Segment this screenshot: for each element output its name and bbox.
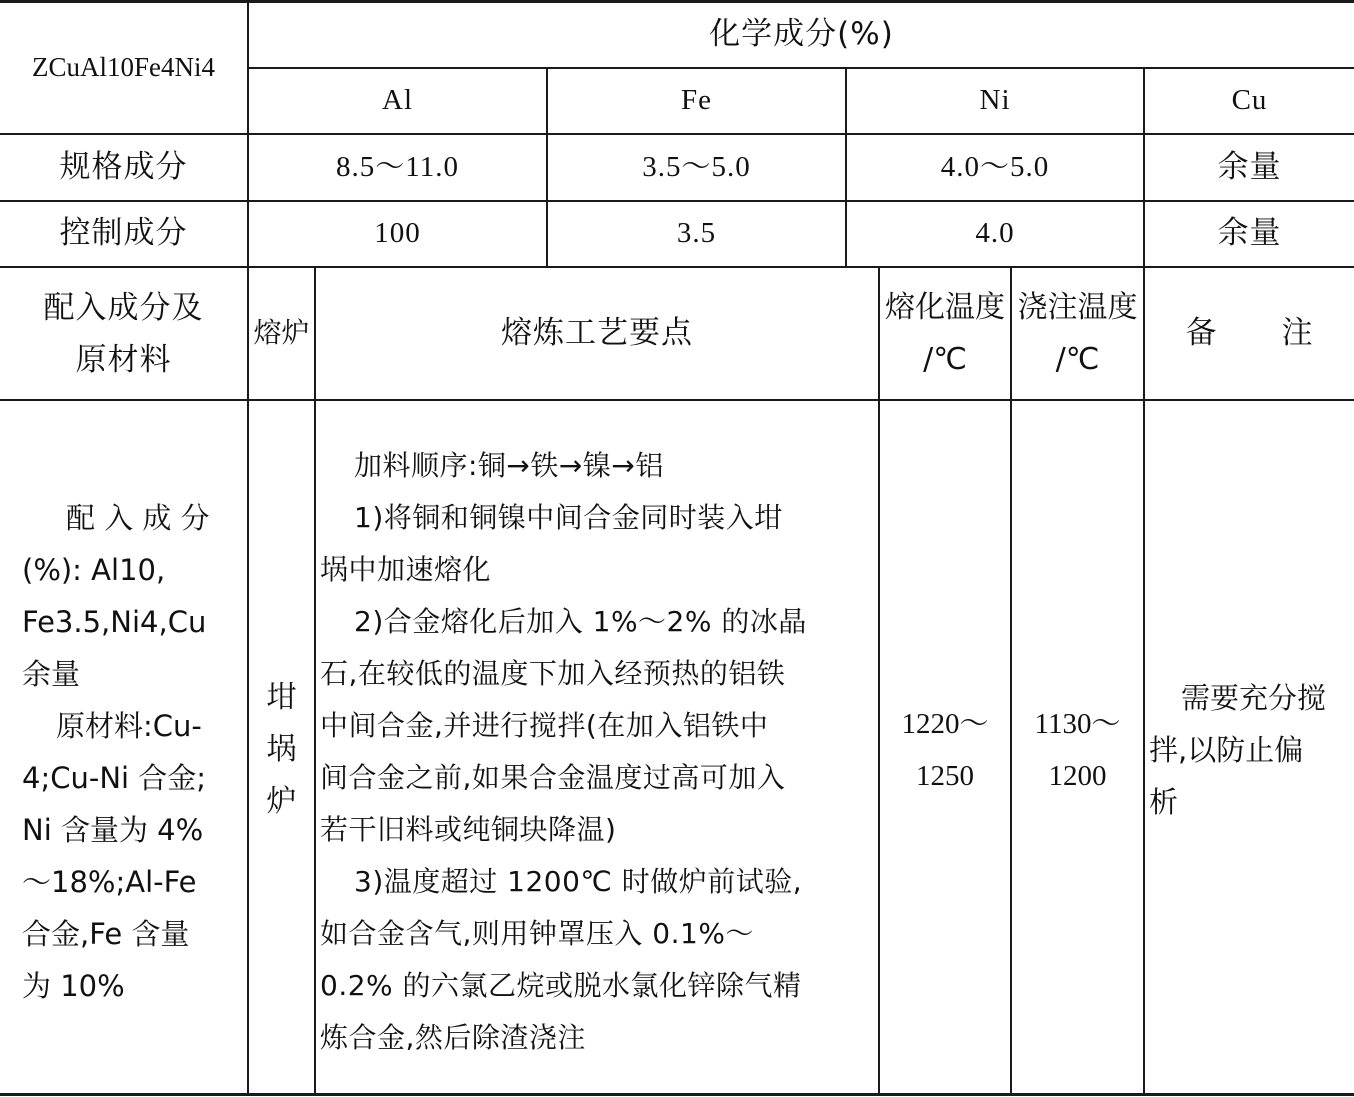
spec-fe-value: 3.5～5.0 [642, 150, 751, 183]
points-line: 2)合金熔化后加入 1%～2% 的冰晶 [354, 605, 807, 638]
furnace-char: 炉 [266, 784, 297, 819]
melt-temp-value [880, 698, 1010, 802]
spec-al-value: 8.5～11.0 [336, 150, 459, 183]
points-line: 若干旧料或纯铜块降温) [320, 813, 617, 846]
materials-line: 合金,Fe 含量 [22, 917, 190, 951]
smelting-points-text [320, 440, 876, 1064]
materials-line: Ni 含量为 4% [22, 813, 204, 847]
points-line: 0.2% 的六氯乙烷或脱水氯化锌除气精 [320, 969, 802, 1002]
pour-temp-header [1012, 268, 1143, 399]
materials-line: 配 入 成 分 [66, 501, 210, 535]
control-fe-value: 3.5 [676, 217, 717, 250]
spec-cu-value: 余量 [1217, 148, 1282, 185]
points-line: 1)将铜和铜镍中间合金同时装入坩 [354, 501, 783, 534]
materials-line: 4;Cu-Ni 合金; [22, 761, 207, 795]
smelting-points-header: 熔炼工艺要点 [501, 314, 693, 351]
spec-ni-value: 4.0～5.0 [940, 150, 1050, 183]
melt-temp-header [880, 268, 1010, 399]
points-line: 间合金之前,如果合金温度过高可加入 [320, 761, 786, 794]
points-line: 3)温度超过 1200℃ 时做炉前试验, [354, 865, 803, 898]
pour-temp-value [1012, 698, 1143, 802]
materials-line: ～18%;Al-Fe [22, 865, 197, 899]
materials-line: (%): Al10, [22, 553, 166, 587]
composition-title: 化学成分(%) [709, 15, 894, 52]
pour-temp-line: 1130～ [1034, 708, 1121, 740]
points-line: 埚中加速熔化 [320, 553, 492, 586]
furnace-text [249, 672, 314, 828]
materials-line: 为 10% [22, 969, 125, 1003]
remarks-header: 备 注 [1185, 314, 1314, 351]
rule-under-process-headers [0, 399, 1354, 401]
melt-temp-header-line2: /℃ [923, 341, 967, 377]
points-line: 中间合金,并进行搅拌(在加入铝铁中 [320, 709, 769, 742]
alloy-designation: ZCuAl10Fe4Ni4 [31, 51, 215, 82]
element-header-cu: Cu [1231, 84, 1268, 117]
materials-line: Fe3.5,Ni4,Cu [22, 605, 207, 639]
pour-temp-header-line1: 浇注温度 [1017, 289, 1138, 325]
control-cu-value: 余量 [1217, 215, 1282, 252]
remarks-line: 拌,以防止偏 [1149, 733, 1304, 767]
furnace-char: 埚 [266, 732, 297, 767]
points-line: 炼合金,然后除渣浇注 [320, 1021, 586, 1054]
points-line: 石,在较低的温度下加入经预热的铝铁 [320, 657, 786, 690]
element-header-al: Al [382, 84, 413, 117]
pour-temp-header-line2: /℃ [1055, 341, 1100, 377]
materials-header [0, 268, 247, 399]
control-row-label: 控制成分 [59, 215, 188, 252]
spec-row-label: 规格成分 [59, 148, 188, 185]
melt-temp-line: 1250 [916, 760, 974, 792]
table-bottom-rule [0, 1093, 1354, 1096]
materials-line: 余量 [22, 657, 81, 691]
materials-header-line2: 原材料 [75, 341, 172, 378]
furnace-header: 熔炉 [253, 316, 310, 350]
points-line: 如合金含气,则用钟罩压入 0.1%～ [320, 917, 754, 950]
element-header-ni: Ni [979, 84, 1011, 117]
remarks-line: 需要充分搅 [1181, 681, 1327, 715]
materials-text [22, 492, 244, 1012]
control-ni-value: 4.0 [975, 217, 1015, 250]
melt-temp-header-line1: 熔化温度 [885, 289, 1005, 325]
points-line: 加料顺序:铜→铁→镍→铝 [354, 449, 664, 482]
materials-line: 原材料:Cu- [56, 709, 202, 743]
remarks-text [1149, 672, 1352, 828]
furnace-char: 坩 [266, 680, 297, 715]
element-header-fe: Fe [681, 84, 712, 117]
materials-header-line1: 配入成分及 [43, 289, 204, 326]
melt-temp-line: 1220～ [901, 708, 989, 740]
remarks-line: 析 [1149, 785, 1179, 819]
control-al-value: 100 [374, 217, 421, 250]
pour-temp-line: 1200 [1048, 760, 1107, 792]
